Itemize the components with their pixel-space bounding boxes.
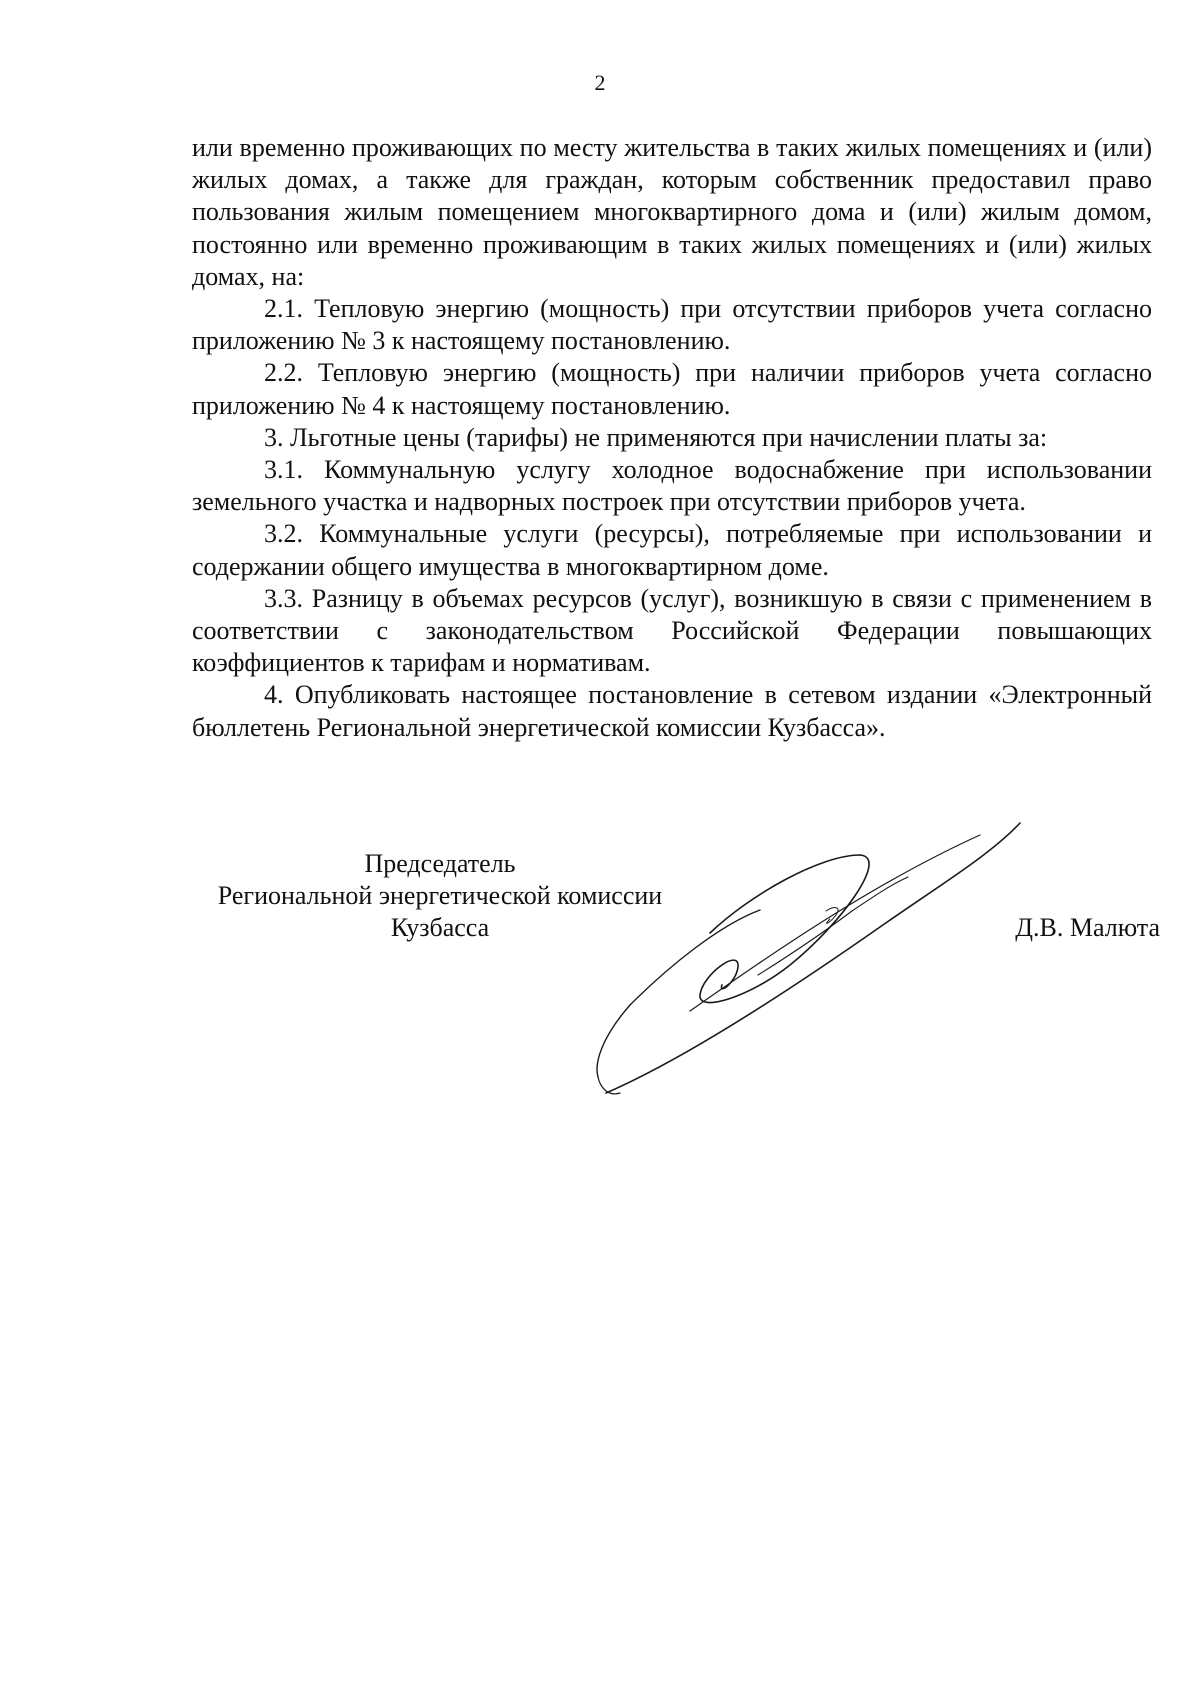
signature-stroke-base <box>606 823 1020 1093</box>
signatory-title-line-2: Региональной энергетической комиссии <box>217 881 663 910</box>
document-body <box>192 132 1152 744</box>
signatory-title-line-1: Председатель <box>364 849 516 878</box>
paragraph-3: 3. Льготные цены (тарифы) не применяются при начислении платы за: <box>264 422 1048 452</box>
signature-stroke-loop <box>700 855 869 1003</box>
paragraph-4: 4. Опубликовать настоящее постановление в сетевом издании «Электронный бюллетень Региональной энергетической комиссии Кузбасса». <box>192 680 1152 742</box>
handwritten-signature <box>590 815 1040 1115</box>
paragraph-3-1: 3.1. Коммунальную услугу холодное водоснабжение при использовании земельного участка и надворных построек при отсутствии приборов учета. <box>192 455 1152 517</box>
paragraph-2-1: 2.1. Тепловую энергию (мощность) при отсутствии приборов учета согласно приложению № 3 к настоящему постановлению. <box>192 294 1152 356</box>
signatory-title-line-3: Кузбасса <box>390 913 490 942</box>
signer-name: Д.В. Малюта <box>1015 913 1160 942</box>
paragraph-3-3: 3.3. Разницу в объемах ресурсов (услуг), возникшую в связи с применением в соответствии с законодательством Российской Федерации повышающих коэффициентов к тарифам и нормативам. <box>192 583 1152 678</box>
paragraph-2-2: 2.2. Тепловую энергию (мощность) при наличии приборов учета согласно приложению № 4 к настоящему постановлению. <box>192 358 1152 420</box>
paragraph-3-2: 3.2. Коммунальные услуги (ресурсы), потребляемые при использовании и содержании общего имущества в многоквартирном доме. <box>192 519 1152 581</box>
signature-stroke-main <box>597 910 760 1077</box>
paragraph-continuation: или временно проживающих по месту жительства в таких жилых помещениях и (или) жилых домах, а также для граждан, которым собственник предоставил право пользования жилым помещением многоквартирного дома и (или) жилым домом, постоянно или временно проживающим в таких жилых помещениях и (или) жилых домах, на: <box>192 133 1152 291</box>
page-number: 2 <box>594 70 606 95</box>
